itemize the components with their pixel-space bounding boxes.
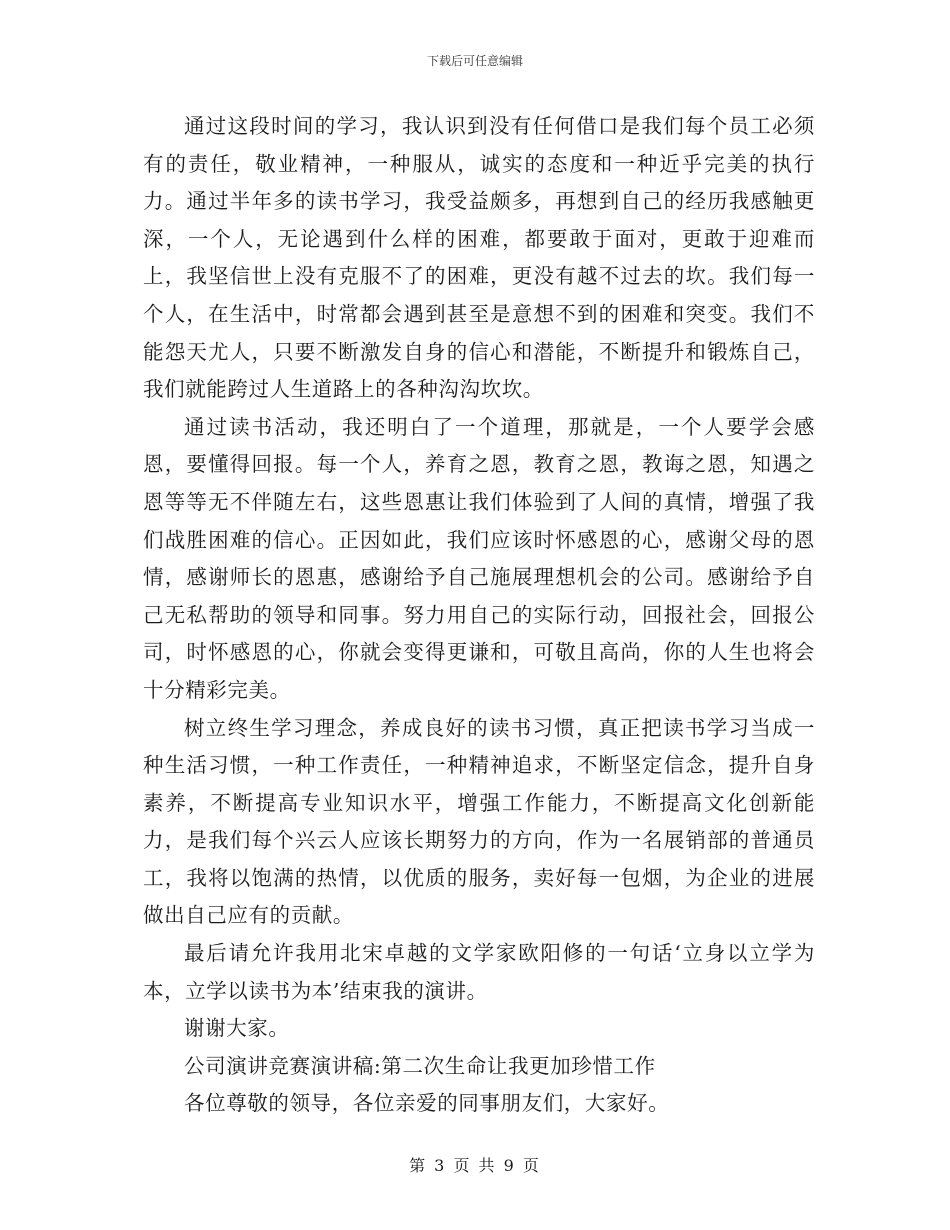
page-header: 下载后可任意编辑 bbox=[426, 54, 523, 68]
speech-title: 公司演讲竞赛演讲稿:第二次生命让我更加珍惜工作 bbox=[184, 1053, 656, 1078]
paragraph: 最后请允许我用北宋卓越的文学家欧阳修的一句话‘立身以立学为本，立学以读书为本’结束我的演讲。 bbox=[143, 941, 815, 1003]
paragraph: 通过这段时间的学习，我认识到没有任何借口是我们每个员工必须有的责任，敬业精神，一种服从，诚实的态度和一种近乎完美的执行力。通过半年多的读书学习，我受益颇多，再想到自己的经历我感触更深，一个人，无论遇到什么样的困难，都要敢于面对，更敢于迎难而上，我坚信世上没有克服不了的困难，更没有越不过去的坎。我们每一个人，在生活中，时常都会遇到甚至是意想不到的困难和突变。我们不能怨天尤人，只要不断激发自身的信心和潜能，不断提升和锻炼自己，我们就能跨过人生道路上的各种沟沟坎坎。 bbox=[143, 114, 815, 402]
page-number: 第 3 页 共 9 页 bbox=[409, 1156, 541, 1175]
paragraph: 树立终生学习理念，养成良好的读书习惯，真正把读书学习当成一种生活习惯，一种工作责任，一种精神追求，不断坚定信念，提升自身素养，不断提高专业知识水平，增强工作能力，不断提高文化创新能力，是我们每个兴云人应该长期努力的方向，作为一名展销部的普通员工，我将以饱满的热情，以优质的服务，卖好每一包烟，为企业的进展做出自己应有的贡献。 bbox=[143, 715, 815, 928]
document-body bbox=[143, 108, 815, 1123]
paragraph: 谢谢大家。 bbox=[184, 1016, 290, 1041]
paragraph: 各位尊敬的领导，各位亲爱的同事朋友们，大家好。 bbox=[184, 1091, 670, 1116]
paragraph: 通过读书活动，我还明白了一个道理，那就是，一个人要学会感恩，要懂得回报。每一个人，养育之恩，教育之恩，教诲之恩，知遇之恩等等无不伴随左右，这些恩惠让我们体验到了人间的真情，增强了我们战胜困难的信心。正因如此，我们应该时怀感恩的心，感谢父母的恩情，感谢师长的恩惠，感谢给予自己施展理想机会的公司。感谢给予自己无私帮助的领导和同事。努力用自己的实际行动，回报社会，回报公司，时怀感恩的心，你就会变得更谦和，可敬且高尚，你的人生也将会十分精彩完美。 bbox=[143, 414, 815, 702]
